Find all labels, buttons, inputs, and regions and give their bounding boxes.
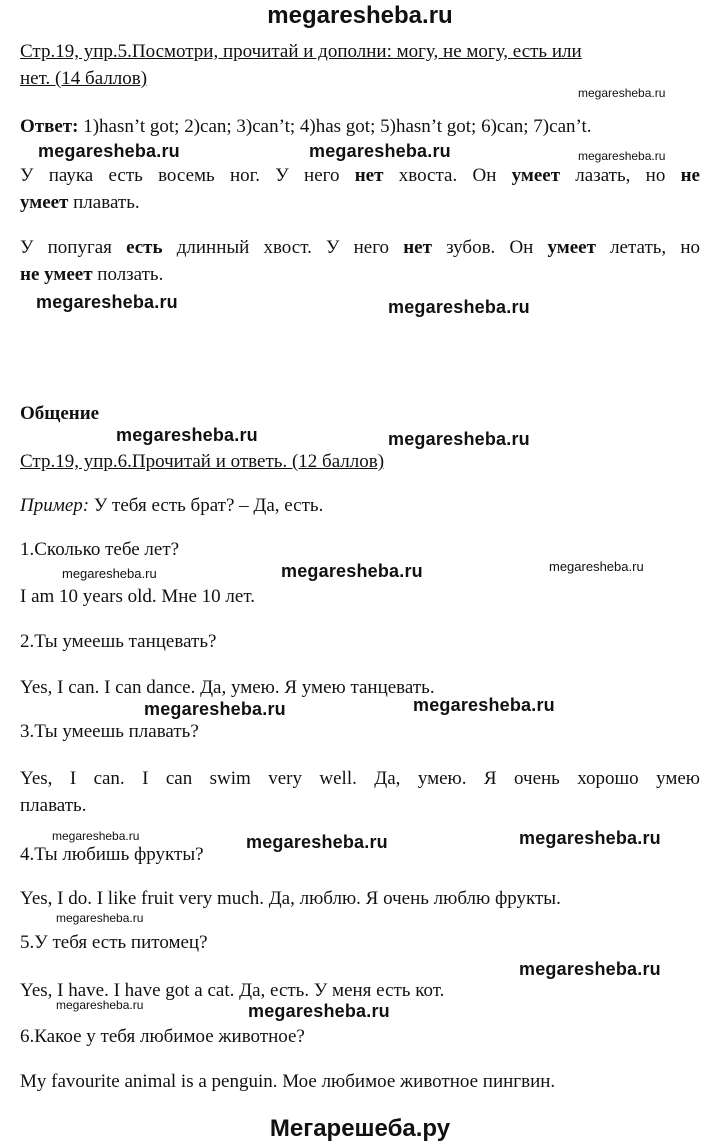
watermark: megaresheba.ru xyxy=(388,429,530,449)
answer-3-line2: плавать. xyxy=(20,795,87,816)
text: длинный хвост. У него xyxy=(162,237,404,258)
watermark: megaresheba.ru xyxy=(519,828,661,848)
text: зубов. Он xyxy=(431,237,548,258)
bold-word: умеет xyxy=(511,165,561,186)
watermark: megaresheba.ru xyxy=(578,149,666,163)
text: лазать, но xyxy=(560,165,681,186)
answer-text: 1)hasn’t got; 2)can; 3)can’t; 4)has got; 5)hasn’t got; 6)can; 7)can’t. xyxy=(78,116,592,137)
spider-sentence-line1 xyxy=(20,165,700,187)
answer-4: Yes, I do. I like fruit very much. Да, люблю. Я очень люблю фрукты. xyxy=(20,888,561,909)
site-footer: Мегарешеба.ру xyxy=(269,1115,451,1142)
ex5-task-line2: нет. (14 баллов) xyxy=(20,68,148,89)
example-text: У тебя есть брат? – Да, есть. xyxy=(89,495,324,516)
answer-3-line1: Yes, I can. I can swim very well. Да, умею. Я очень хорошо умею xyxy=(20,768,700,789)
watermark: megaresheba.ru xyxy=(144,699,286,719)
parrot-sentence-line2 xyxy=(20,264,163,286)
site-header: megaresheba.ru xyxy=(267,2,453,29)
text: плавать. xyxy=(68,192,140,213)
question-4: 4.Ты любишь фрукты? xyxy=(20,844,204,865)
answer-label: Ответ: xyxy=(20,116,79,137)
answer-1: I am 10 years old. Мне 10 лет. xyxy=(20,586,255,607)
text: хвоста. Он xyxy=(383,165,512,186)
watermark: megaresheba.ru xyxy=(248,1001,390,1021)
question-2: 2.Ты умеешь танцевать? xyxy=(20,631,217,652)
bold-word: умеет xyxy=(20,192,69,213)
watermark: megaresheba.ru xyxy=(56,911,144,925)
bold-word: умеет xyxy=(547,237,596,258)
parrot-sentence-line1 xyxy=(20,237,700,259)
spider-sentence-line2 xyxy=(20,192,140,214)
ex5-answer xyxy=(20,116,592,138)
ex6-task: Стр.19, упр.6.Прочитай и ответь. (12 баллов) xyxy=(20,451,385,472)
watermark: megaresheba.ru xyxy=(281,561,423,581)
bold-word: нет xyxy=(354,165,384,186)
watermark: megaresheba.ru xyxy=(36,292,178,312)
answer-5: Yes, I have. I have got a cat. Да, есть. У меня есть кот. xyxy=(20,980,445,1001)
answer-6: My favourite animal is a penguin. Мое любимое животное пингвин. xyxy=(20,1071,556,1092)
bold-word: нет xyxy=(403,237,432,258)
watermark: megaresheba.ru xyxy=(549,559,644,574)
watermark: megaresheba.ru xyxy=(519,959,661,979)
bold-word: есть xyxy=(126,237,163,258)
question-6: 6.Какое у тебя любимое животное? xyxy=(20,1026,305,1047)
watermark: megaresheba.ru xyxy=(388,297,530,317)
text: У попугая xyxy=(20,237,127,258)
watermark: megaresheba.ru xyxy=(38,141,180,161)
question-3: 3.Ты умеешь плавать? xyxy=(20,721,199,742)
section-heading: Общение xyxy=(20,403,100,424)
watermark: megaresheba.ru xyxy=(246,832,388,852)
watermark: megaresheba.ru xyxy=(116,425,258,445)
watermark: megaresheba.ru xyxy=(56,998,144,1012)
question-1: 1.Сколько тебе лет? xyxy=(20,539,180,560)
text: ползать. xyxy=(92,264,164,285)
watermark: megaresheba.ru xyxy=(62,566,157,581)
watermark: megaresheba.ru xyxy=(413,695,555,715)
example-label: Пример: xyxy=(20,495,90,516)
watermark: megaresheba.ru xyxy=(52,829,140,843)
bold-word: не умеет xyxy=(20,264,93,285)
answer-2: Yes, I can. I can dance. Да, умею. Я умею танцевать. xyxy=(20,677,435,698)
ex6-example xyxy=(20,495,323,517)
text: летать, но xyxy=(595,237,700,258)
text: У паука есть восемь ног. У него xyxy=(20,165,355,186)
watermark: megaresheba.ru xyxy=(578,86,666,100)
watermark: megaresheba.ru xyxy=(309,141,451,161)
question-5: 5.У тебя есть питомец? xyxy=(20,932,208,953)
ex5-task-line1: Стр.19, упр.5.Посмотри, прочитай и дополни: могу, не могу, есть или xyxy=(20,41,582,62)
bold-word: не xyxy=(680,165,700,186)
